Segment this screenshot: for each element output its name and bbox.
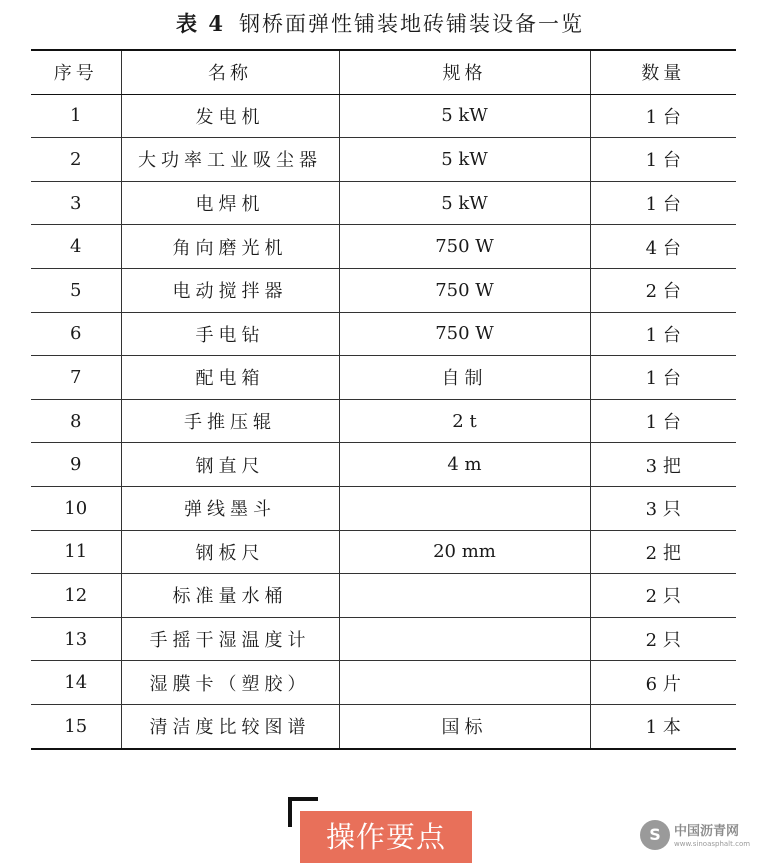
cell-name: 湿膜卡（塑胶） bbox=[121, 661, 339, 705]
cell-serial: 1 bbox=[31, 94, 121, 138]
cell-quantity: 3 把 bbox=[590, 443, 736, 487]
cell-quantity: 1 台 bbox=[590, 312, 736, 356]
cell-name: 电动搅拌器 bbox=[121, 268, 339, 312]
table-row bbox=[31, 312, 736, 356]
cell-name: 标准量水桶 bbox=[121, 574, 339, 618]
cell-name: 配电箱 bbox=[121, 356, 339, 400]
table-number: 表 4 bbox=[176, 11, 225, 36]
cell-quantity: 4 台 bbox=[590, 225, 736, 269]
cell-spec: 4 m bbox=[339, 443, 590, 487]
cell-quantity: 1 台 bbox=[590, 94, 736, 138]
cell-name: 弹线墨斗 bbox=[121, 486, 339, 530]
table-row bbox=[31, 661, 736, 705]
watermark-name: 中国沥青网 bbox=[674, 824, 740, 839]
table-row bbox=[31, 138, 736, 182]
table-row bbox=[31, 574, 736, 618]
cell-serial: 12 bbox=[31, 574, 121, 618]
table-row bbox=[31, 181, 736, 225]
asphalt-logo-icon: S bbox=[640, 820, 670, 850]
table-row bbox=[31, 225, 736, 269]
cell-spec bbox=[339, 486, 590, 530]
table-row bbox=[31, 617, 736, 661]
cell-name: 发电机 bbox=[121, 94, 339, 138]
cell-spec: 750 W bbox=[339, 268, 590, 312]
table-caption bbox=[0, 8, 760, 38]
cell-serial: 13 bbox=[31, 617, 121, 661]
cell-serial: 10 bbox=[31, 486, 121, 530]
cell-spec: 5 kW bbox=[339, 94, 590, 138]
table-row bbox=[31, 94, 736, 138]
table-row bbox=[31, 268, 736, 312]
cell-serial: 8 bbox=[31, 399, 121, 443]
cell-serial: 11 bbox=[31, 530, 121, 574]
cell-quantity: 2 只 bbox=[590, 617, 736, 661]
header-spec: 规格 bbox=[339, 50, 590, 94]
cell-quantity: 6 片 bbox=[590, 661, 736, 705]
cell-name: 电焊机 bbox=[121, 181, 339, 225]
cell-quantity: 1 台 bbox=[590, 138, 736, 182]
cell-spec: 2 t bbox=[339, 399, 590, 443]
cell-spec: 国标 bbox=[339, 704, 590, 748]
cell-spec: 750 W bbox=[339, 312, 590, 356]
watermark-url: www.sinoasphalt.com bbox=[674, 840, 751, 848]
table-header-row bbox=[31, 50, 736, 94]
cell-quantity: 1 台 bbox=[590, 399, 736, 443]
header-name: 名称 bbox=[121, 50, 339, 94]
cell-spec: 5 kW bbox=[339, 138, 590, 182]
table-row bbox=[31, 704, 736, 748]
cell-quantity: 1 本 bbox=[590, 704, 736, 748]
cell-quantity: 1 台 bbox=[590, 181, 736, 225]
cell-spec: 5 kW bbox=[339, 181, 590, 225]
table-row bbox=[31, 443, 736, 487]
table-row bbox=[31, 399, 736, 443]
cell-name: 角向磨光机 bbox=[121, 225, 339, 269]
cell-quantity: 1 台 bbox=[590, 356, 736, 400]
equipment-table bbox=[31, 49, 736, 750]
cell-spec: 20 mm bbox=[339, 530, 590, 574]
cell-serial: 15 bbox=[64, 715, 88, 737]
cell-serial: 7 bbox=[31, 356, 121, 400]
cell-spec bbox=[339, 574, 590, 618]
header-quantity: 数量 bbox=[590, 50, 736, 94]
cell-quantity: 2 把 bbox=[590, 530, 736, 574]
cell-quantity: 2 只 bbox=[590, 574, 736, 618]
cell-serial: 6 bbox=[31, 312, 121, 356]
cell-serial: 4 bbox=[31, 225, 121, 269]
section-heading-button[interactable]: 操作要点 bbox=[300, 811, 472, 863]
header-serial: 序号 bbox=[31, 50, 121, 94]
cell-name: 手电钻 bbox=[121, 312, 339, 356]
cell-name: 手推压辊 bbox=[121, 399, 339, 443]
cell-spec: 自制 bbox=[339, 356, 590, 400]
cell-spec bbox=[339, 617, 590, 661]
cell-serial: 2 bbox=[31, 138, 121, 182]
cell-quantity: 2 台 bbox=[590, 268, 736, 312]
cell-quantity: 3 只 bbox=[590, 486, 736, 530]
table-row bbox=[31, 486, 736, 530]
cell-serial: 14 bbox=[31, 661, 121, 705]
table-row bbox=[31, 530, 736, 574]
cell-name: 清洁度比较图谱 bbox=[121, 704, 339, 748]
cell-serial: 5 bbox=[31, 268, 121, 312]
cell-serial: 9 bbox=[31, 443, 121, 487]
cell-serial: 3 bbox=[31, 181, 121, 225]
cell-name: 钢直尺 bbox=[121, 443, 339, 487]
watermark-logo bbox=[640, 818, 752, 858]
cell-name: 大功率工业吸尘器 bbox=[121, 138, 339, 182]
table-title: 钢桥面弹性铺装地砖铺装设备一览 bbox=[238, 12, 584, 36]
cell-name: 手摇干湿温度计 bbox=[121, 617, 339, 661]
cell-spec bbox=[339, 661, 590, 705]
cell-name: 钢板尺 bbox=[121, 530, 339, 574]
table-row bbox=[31, 356, 736, 400]
cell-spec: 750 W bbox=[339, 225, 590, 269]
